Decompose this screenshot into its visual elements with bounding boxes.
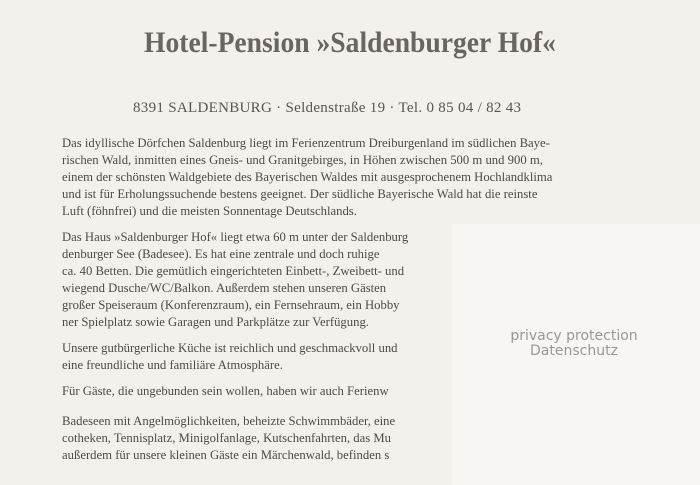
text-line: rischen Wald, inmitten eines Gneis- und Granitgebirges, in Höhen zwischen 500 m und 900 m,: [62, 153, 543, 167]
hotel-title: Hotel-Pension »Saldenburger Hof«: [144, 26, 556, 59]
text-line: großer Speiseraum (Konferenzraum), ein Fernsehraum, ein Hobby: [62, 298, 400, 312]
paragraph-apartments: [62, 383, 452, 400]
text-line: Badeseen mit Angelmöglichkeiten, beheizte Schwimmbäder, eine: [62, 414, 396, 428]
text-line: ca. 40 Betten. Die gemütlich eingerichteten Einbett-, Zweibett- und: [62, 264, 405, 278]
text-line: Das idyllische Dörfchen Saldenburg liegt im Ferienzentrum Dreiburgenland im südlichen Baye-: [62, 136, 550, 150]
paragraph-location: [62, 135, 634, 220]
text-line: Für Gäste, die ungebunden sein wollen, haben wir auch Ferienw: [62, 384, 389, 398]
text-line: außerdem für unsere kleinen Gäste ein Märchenwald, befinden s: [62, 448, 390, 462]
privacy-watermark: [499, 329, 649, 359]
text-line: wiegend Dusche/WC/Balkon. Außerdem stehen unseren Gästen: [62, 281, 387, 295]
paragraph-activities: [62, 413, 452, 464]
paragraph-kitchen: [62, 340, 452, 374]
paragraph-house: [62, 229, 452, 331]
watermark-line: Datenschutz: [530, 343, 618, 359]
text-line: ner Spielplatz sowie Garagen und Parkplätze zur Verfügung.: [62, 315, 369, 329]
text-line: Das Haus »Saldenburger Hof« liegt etwa 60 m unter der Saldenburg: [62, 230, 409, 244]
text-line: Luft (föhnfrei) und die meisten Sonnentage Deutschlands.: [62, 204, 357, 218]
text-line: einem der schönsten Waldgebiete des Bayerischen Waldes mit ausgesprochenem Hochlandklima: [62, 170, 553, 184]
text-line: Unsere gutbürgerliche Küche ist reichlich und geschmackvoll und: [62, 341, 398, 355]
hotel-address: 8391 SALDENBURG · Seldenstraße 19 · Tel. 0 85 04 / 82 43: [133, 100, 522, 116]
text-line: eine freundliche und familiäre Atmosphäre.: [62, 358, 283, 372]
text-line: cotheken, Tennisplatz, Minigolfanlage, Kutschenfahrten, das Mu: [62, 431, 392, 445]
text-line: denburger See (Badesee). Es hat eine zentrale und doch ruhige: [62, 247, 380, 261]
text-line: und ist für Erholungssuchende bestens geeignet. Der südliche Bayerische Wald hat die reinste: [62, 187, 538, 201]
watermark-line: privacy protection: [510, 328, 638, 344]
